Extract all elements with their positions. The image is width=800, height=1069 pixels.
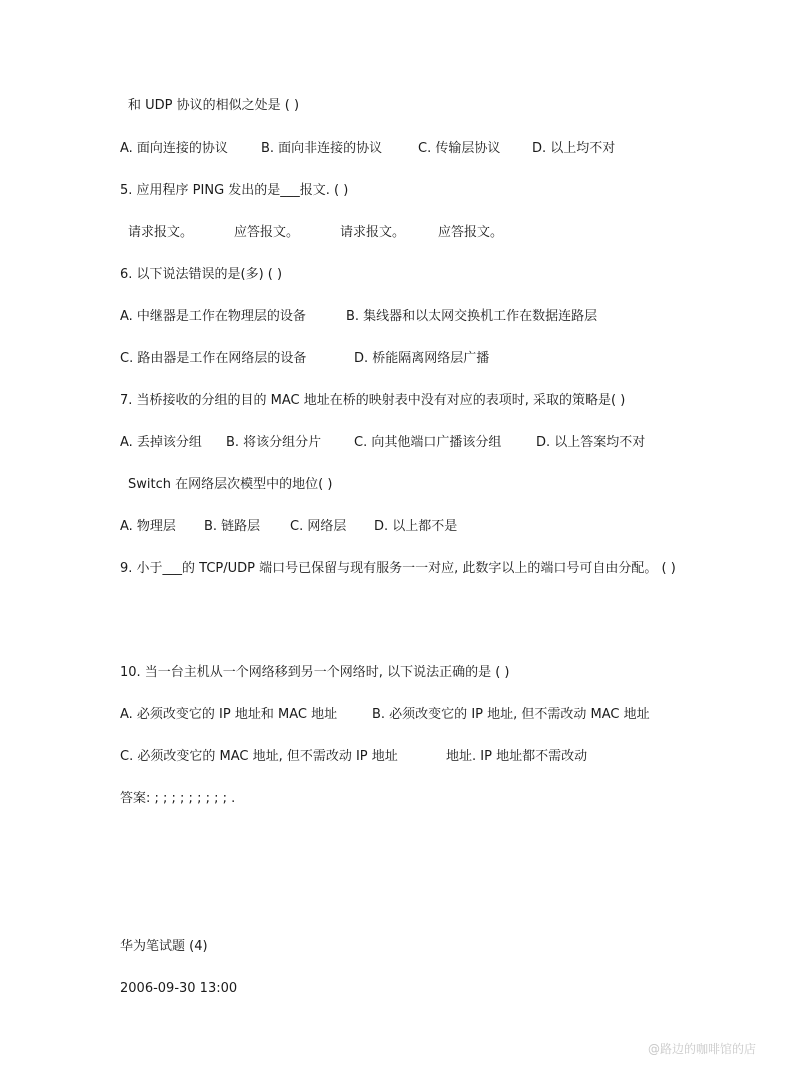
q5-option-3: 请求报文。: [340, 225, 406, 240]
q5-stem: 5. 应用程序 PING 发出的是___报文. ( ): [120, 183, 349, 198]
q6-option-d: D. 桥能隔离网络层广播: [354, 351, 490, 366]
q5-option-4: 应答报文。: [438, 225, 504, 240]
q7-option-d: D. 以上答案均不对: [536, 435, 646, 450]
q10-option-c: C. 必须改变它的 MAC 地址, 但不需改动 IP 地址: [120, 749, 398, 764]
q6-options-row1: [120, 308, 680, 326]
q4-option-d: D. 以上均不对: [532, 141, 616, 156]
q10-options-row1: [120, 706, 700, 724]
watermark: @路边的咖啡馆的店: [647, 1042, 756, 1056]
q6-options-row2: [120, 350, 680, 368]
q10-option-a: A. 必须改变它的 IP 地址和 MAC 地址: [120, 707, 338, 722]
q4-option-c: C. 传输层协议: [418, 141, 501, 156]
q7-stem: 7. 当桥接收的分组的目的 MAC 地址在桥的映射表中没有对应的表项时, 采取的策略是( ): [120, 393, 626, 408]
q7-options: [120, 434, 680, 452]
q4-stem: 和 UDP 协议的相似之处是 ( ): [128, 98, 300, 113]
q10-stem: 10. 当一台主机从一个网络移到另一个网络时, 以下说法正确的是 ( ): [120, 665, 510, 680]
q7-option-b: B. 将该分组分片: [226, 435, 322, 450]
q4-option-b: B. 面向非连接的协议: [261, 141, 383, 156]
q10-option-b: B. 必须改变它的 IP 地址, 但不需改动 MAC 地址: [372, 707, 650, 722]
q7-option-a: A. 丢掉该分组: [120, 435, 202, 450]
q9-stem: 9. 小于___的 TCP/UDP 端口号已保留与现有服务一一对应, 此数字以上的端口号可自由分配。 ( ): [120, 561, 676, 576]
section-title: 华为笔试题 (4): [120, 939, 208, 954]
q8-option-b: B. 链路层: [204, 519, 261, 534]
q6-option-b: B. 集线器和以太网交换机工作在数据连路层: [346, 309, 598, 324]
q8-option-a: A. 物理层: [120, 519, 176, 534]
q6-option-a: A. 中继器是工作在物理层的设备: [120, 309, 306, 324]
q4-option-a: A. 面向连接的协议: [120, 141, 228, 156]
q6-stem: 6. 以下说法错误的是(多) ( ): [120, 267, 283, 282]
q8-option-d: D. 以上都不是: [374, 519, 458, 534]
answer-line: 答案: ; ; ; ; ; ; ; ; ; .: [120, 791, 236, 806]
q5-options: [128, 224, 628, 242]
q5-option-2: 应答报文。: [234, 225, 300, 240]
q8-option-c: C. 网络层: [290, 519, 347, 534]
q10-options-row2: [120, 748, 700, 766]
q8-options: [120, 518, 620, 536]
post-date: 2006-09-30 13:00: [120, 981, 238, 996]
q4-options: [120, 140, 680, 158]
q6-option-c: C. 路由器是工作在网络层的设备: [120, 351, 307, 366]
q5-option-1: 请求报文。: [128, 225, 194, 240]
q10-option-d: 地址. IP 地址都不需改动: [446, 749, 588, 764]
q8-stem: Switch 在网络层次模型中的地位( ): [128, 477, 333, 492]
q7-option-c: C. 向其他端口广播该分组: [354, 435, 502, 450]
